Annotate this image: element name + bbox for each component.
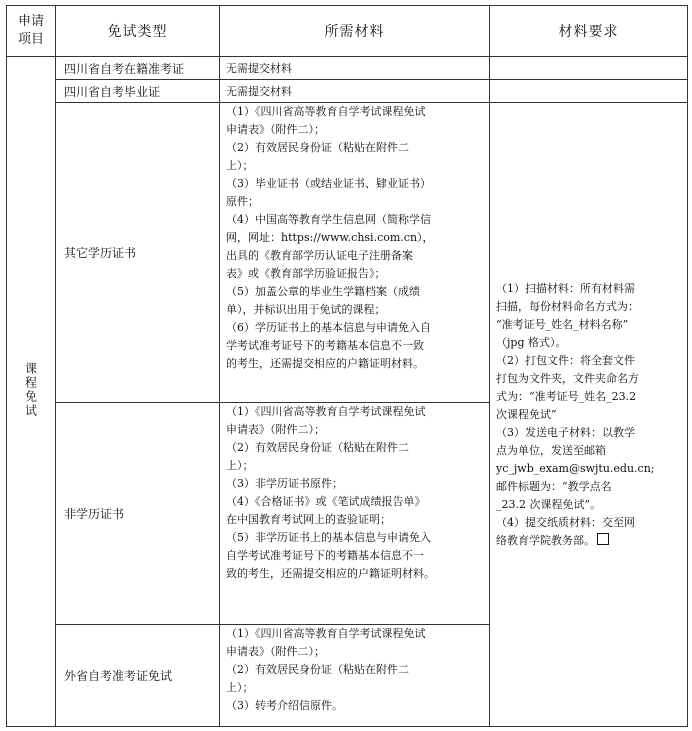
material-line: 申请表》（附件二）； bbox=[226, 645, 325, 658]
requirements-cell bbox=[490, 103, 688, 727]
material-line: （1）《四川省高等教育自学考试课程免试 bbox=[226, 105, 426, 118]
material-line: 出具的《教育部学历认证电子注册备案 bbox=[226, 249, 413, 262]
exemption-type-cell: 其它学历证书 bbox=[56, 103, 220, 403]
application-item-cell bbox=[7, 57, 56, 727]
material-line: （3）毕业证书（或结业证书、肄业证书） bbox=[226, 177, 431, 190]
table-row bbox=[7, 103, 688, 403]
exemption-type-cell: 四川省自考在籍准考证 bbox=[56, 57, 220, 80]
material-line: 自学考试准考证号下的考籍基本信息不一 bbox=[226, 549, 424, 562]
material-line: 上）； bbox=[226, 459, 254, 472]
requirement-line: 邮件标题为：“教学点名 bbox=[496, 479, 612, 493]
requirement-line: 点为单位，发送至邮箱 bbox=[496, 443, 606, 457]
header-row bbox=[7, 6, 688, 57]
material-line: （2）有效居民身份证（粘贴在附件二 bbox=[226, 663, 409, 676]
material-line: 原件； bbox=[226, 195, 259, 208]
material-line: （2）有效居民身份证（粘贴在附件二 bbox=[226, 441, 409, 454]
materials-cell bbox=[220, 403, 490, 625]
checkbox-square-icon bbox=[597, 533, 609, 545]
exemption-type-cell: 四川省自考毕业证 bbox=[56, 80, 220, 103]
material-line: 申请表》（附件二）； bbox=[226, 423, 325, 436]
materials-cell bbox=[220, 625, 490, 727]
header-application-item bbox=[7, 6, 56, 57]
material-line: （6）学历证书上的基本信息与申请免入自 bbox=[226, 321, 431, 334]
material-line: 单），并标识出用于免试的课程； bbox=[226, 303, 386, 316]
requirement-line: “准考证号_姓名_材料名称” bbox=[496, 317, 629, 331]
requirement-line: 次课程免试” bbox=[496, 407, 557, 421]
header-col1-line2: 项目 bbox=[17, 32, 44, 47]
requirement-line: yc_jwb_exam@swjtu.edu.cn; bbox=[496, 461, 655, 475]
material-line: 的考生，还需提交相应的户籍证明材料。 bbox=[226, 357, 424, 370]
exemption-table bbox=[6, 5, 688, 727]
header-col1-line1: 申请 bbox=[17, 14, 44, 29]
header-material-requirements: 材料要求 bbox=[490, 6, 688, 57]
material-line: （5）加盖公章的毕业生学籍档案（成绩 bbox=[226, 285, 420, 298]
material-line: （3）非学历证书原件； bbox=[226, 477, 343, 490]
material-line: 申请表》（附件二）； bbox=[226, 123, 325, 136]
materials-cell: 无需提交材料 bbox=[220, 57, 490, 80]
material-line: 上）； bbox=[226, 159, 254, 172]
material-line: 学考试准考证号下的考籍基本信息不一致 bbox=[226, 339, 424, 352]
materials-cell: 无需提交材料 bbox=[220, 80, 490, 103]
requirement-line: 扫描，每份材料命名方式为： bbox=[496, 299, 639, 313]
requirement-line: （jpg 格式）。 bbox=[496, 335, 567, 349]
requirement-line: 打包为文件夹，文件夹命名方 bbox=[496, 371, 639, 385]
table-row bbox=[7, 80, 688, 103]
material-line: 网，网址：https://www.chsi.com.cn）， bbox=[226, 231, 434, 244]
requirement-line: （3）发送电子材料：以教学 bbox=[496, 425, 635, 439]
exemption-type-cell: 非学历证书 bbox=[56, 403, 220, 625]
header-required-materials: 所需材料 bbox=[220, 6, 490, 57]
material-line: （5）非学历证书上的基本信息与申请免入 bbox=[226, 531, 431, 544]
materials-cell bbox=[220, 103, 490, 403]
material-line: （3）转考介绍信原件。 bbox=[226, 699, 343, 712]
application-item-label: 课程免试 bbox=[23, 362, 38, 418]
requirement-line: _23.2 次课程免试”。 bbox=[496, 497, 602, 511]
material-line: 在中国教育考试网上的查验证明； bbox=[226, 513, 391, 526]
requirement-line bbox=[496, 532, 681, 550]
material-line: （4）中国高等教育学生信息网（简称学信 bbox=[226, 213, 431, 226]
exemption-type-cell: 外省自考准考证免试 bbox=[56, 625, 220, 727]
material-line: 上）； bbox=[226, 681, 254, 694]
requirement-line-text: 络教育学院教务部。 bbox=[496, 533, 595, 547]
header-exemption-type: 免试类型 bbox=[56, 6, 220, 57]
material-line: （1）《四川省高等教育自学考试课程免试 bbox=[226, 405, 426, 418]
requirements-empty-cell bbox=[490, 80, 688, 103]
requirements-empty-cell bbox=[490, 57, 688, 80]
requirement-line: （4）提交纸质材料：交至网 bbox=[496, 515, 635, 529]
material-line: 表》或《教育部学历验证报告》； bbox=[226, 267, 386, 280]
material-line: 致的考生，还需提交相应的户籍证明材料。 bbox=[226, 567, 435, 580]
requirement-line: 式为：“准考证号_姓名_23.2 bbox=[496, 389, 637, 403]
requirement-line: （1）扫描材料：所有材料需 bbox=[496, 281, 635, 295]
material-line: （1）《四川省高等教育自学考试课程免试 bbox=[226, 627, 426, 640]
requirement-line: （2）打包文件：将全套文件 bbox=[496, 353, 635, 367]
material-line: （4）《合格证书》或《笔试成绩报告单》 bbox=[226, 495, 426, 508]
material-line: （2）有效居民身份证（粘贴在附件二 bbox=[226, 141, 409, 154]
table-row bbox=[7, 57, 688, 80]
